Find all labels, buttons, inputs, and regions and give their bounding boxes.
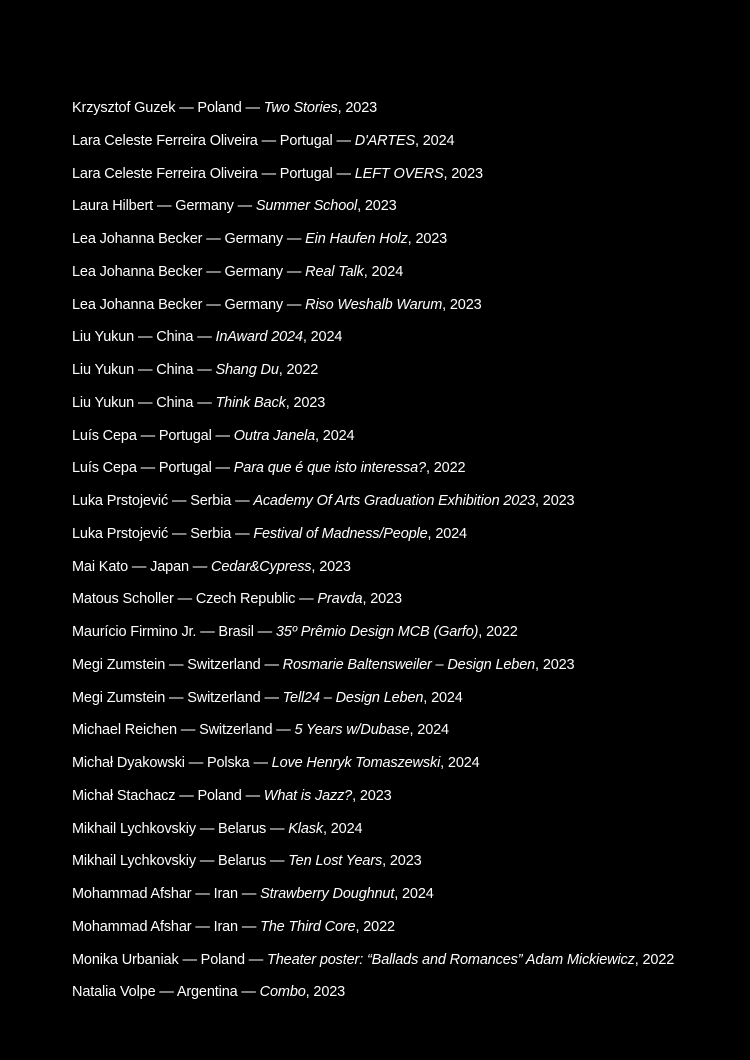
- entry-title: Rosmarie Baltensweiler – Design Leben: [282, 656, 536, 673]
- list-item: [72, 980, 732, 1013]
- list-item: [72, 948, 732, 981]
- entry-name: Mikhail Lychkovskiy: [72, 820, 196, 837]
- entry-title: Klask: [288, 820, 323, 837]
- separator: —: [128, 558, 151, 575]
- list-item: [72, 293, 732, 326]
- year-separator: ,: [440, 755, 448, 771]
- entry-country: China: [156, 329, 194, 346]
- entry-name: Michael Reichen: [72, 722, 177, 739]
- list-item: [72, 718, 732, 751]
- separator: —: [195, 820, 219, 837]
- separator: —: [193, 394, 216, 411]
- entry-title: Strawberry Doughnut: [260, 886, 395, 902]
- year-separator: ,: [535, 493, 543, 509]
- list-item: [72, 882, 732, 915]
- separator: —: [193, 329, 216, 346]
- separator: —: [211, 427, 234, 444]
- separator: —: [176, 722, 200, 739]
- year-separator: ,: [315, 427, 323, 444]
- entry-year: 2024: [402, 886, 434, 902]
- entry-title: Shang Du: [215, 362, 279, 378]
- year-separator: ,: [409, 722, 418, 739]
- entry-country: Portugal: [279, 165, 333, 182]
- list-item: [72, 96, 732, 129]
- entry-name: Natalia Volpe: [72, 984, 156, 1001]
- entry-list: [72, 96, 732, 1013]
- entry-country: Germany: [175, 198, 234, 215]
- entry-name: Mai Kato: [72, 558, 129, 575]
- separator: —: [195, 853, 219, 870]
- entry-year: 2023: [451, 165, 483, 182]
- year-separator: ,: [362, 591, 371, 608]
- year-separator: ,: [407, 231, 416, 247]
- separator: —: [178, 951, 201, 968]
- entry-year: 2023: [449, 296, 482, 313]
- list-item: [72, 227, 732, 260]
- separator: —: [283, 263, 306, 280]
- separator: —: [283, 231, 306, 247]
- entry-country: Portugal: [158, 427, 212, 444]
- entry-year: 2022: [286, 362, 319, 378]
- entry-name: Luís Cepa: [72, 427, 137, 444]
- entry-title: Think Back: [215, 394, 286, 411]
- separator: —: [134, 394, 157, 411]
- year-separator: ,: [442, 296, 450, 313]
- separator: —: [165, 656, 188, 673]
- entry-year: 2023: [415, 231, 448, 247]
- entry-country: Germany: [224, 263, 284, 280]
- entry-name: Maurício Firmino Jr.: [72, 624, 197, 640]
- separator: —: [202, 296, 225, 313]
- separator: —: [237, 918, 261, 935]
- entry-title: Outra Janela: [233, 427, 316, 444]
- entry-country: Portugal: [279, 132, 333, 149]
- entry-year: 2024: [371, 263, 404, 280]
- entry-title: Festival of Madness/People: [253, 525, 428, 542]
- entry-country: Switzerland: [187, 689, 261, 706]
- entry-name: Mohammad Afshar: [72, 918, 192, 935]
- separator: —: [237, 984, 260, 1001]
- separator: —: [244, 951, 268, 968]
- separator: —: [260, 656, 283, 673]
- separator: —: [196, 624, 219, 640]
- entry-year: 2022: [433, 460, 466, 477]
- entry-country: Belarus: [218, 853, 267, 870]
- separator: —: [266, 853, 289, 870]
- entry-title: D'ARTES: [354, 132, 415, 149]
- list-item: [72, 849, 732, 882]
- entry-year: 2023: [313, 984, 346, 1001]
- entry-year: 2023: [389, 853, 422, 870]
- entry-country: Polska: [206, 755, 250, 771]
- entry-name: Lea Johanna Becker: [72, 231, 203, 247]
- separator: —: [260, 689, 283, 706]
- entry-country: China: [156, 362, 194, 378]
- list-item: [72, 129, 732, 162]
- entry-name: Michał Stachacz: [72, 787, 176, 804]
- list-item: [72, 194, 732, 227]
- entry-title: Ten Lost Years: [288, 853, 383, 870]
- separator: —: [184, 755, 207, 771]
- entry-country: China: [156, 394, 194, 411]
- year-separator: ,: [415, 132, 423, 149]
- entry-year: 2023: [542, 493, 575, 509]
- year-separator: ,: [382, 853, 390, 870]
- entry-title: Two Stories: [263, 100, 338, 116]
- separator: —: [202, 231, 225, 247]
- separator: —: [136, 427, 159, 444]
- entry-country: Poland: [197, 787, 242, 804]
- list-item: [72, 784, 732, 817]
- entry-title: The Third Core: [260, 918, 356, 935]
- separator: —: [241, 787, 264, 804]
- year-separator: ,: [427, 525, 436, 542]
- separator: —: [173, 591, 196, 608]
- year-separator: ,: [425, 460, 434, 477]
- entry-year: 2023: [345, 100, 378, 116]
- entry-name: Krzysztof Guzek: [72, 100, 176, 116]
- entry-title: Love Henryk Tomaszewski: [271, 755, 441, 771]
- entry-country: Japan: [150, 558, 189, 575]
- entry-title: Tell24 – Design Leben: [282, 689, 424, 706]
- entry-name: Megi Zumstein: [72, 689, 166, 706]
- separator: —: [332, 132, 355, 149]
- separator: —: [257, 132, 280, 149]
- entry-name: Luka Prstojević: [72, 525, 169, 542]
- year-separator: ,: [305, 984, 314, 1001]
- list-item: [72, 915, 732, 948]
- entry-title: Ein Haufen Holz: [305, 231, 408, 247]
- entry-title: 35º Prêmio Design MCB (Garfo): [275, 624, 479, 640]
- entry-year: 2024: [435, 525, 467, 542]
- entry-name: Megi Zumstein: [72, 656, 166, 673]
- year-separator: ,: [535, 656, 543, 673]
- year-separator: ,: [302, 329, 311, 346]
- list-item: [72, 686, 732, 719]
- entry-year: 2022: [486, 624, 518, 640]
- entry-title: Combo: [259, 984, 306, 1001]
- year-separator: ,: [363, 263, 372, 280]
- entry-year: 2023: [359, 787, 392, 804]
- entry-year: 2023: [293, 394, 326, 411]
- entry-year: 2023: [319, 558, 351, 575]
- entry-year: 2024: [322, 427, 355, 444]
- separator: —: [211, 460, 234, 477]
- entry-year: 2023: [542, 656, 575, 673]
- entry-name: Lara Celeste Ferreira Oliveira: [72, 165, 258, 182]
- entry-country: Serbia: [190, 493, 232, 509]
- list-item: [72, 325, 732, 358]
- entry-title: Theater poster: “Ballads and Romances” Adam Mickiewicz: [267, 951, 635, 968]
- separator: —: [175, 787, 198, 804]
- separator: —: [233, 198, 256, 215]
- separator: —: [191, 886, 214, 902]
- separator: —: [191, 918, 214, 935]
- entry-country: Iran: [213, 918, 238, 935]
- entry-title: Cedar&Cypress: [211, 558, 312, 575]
- list-item: [72, 555, 732, 588]
- entry-title: Academy Of Arts Graduation Exhibition 2023: [253, 493, 536, 509]
- separator: —: [134, 329, 157, 346]
- entry-name: Monika Urbaniak: [72, 951, 179, 968]
- entry-country: Germany: [224, 296, 284, 313]
- entry-title: Real Talk: [305, 263, 364, 280]
- entry-name: Lea Johanna Becker: [72, 296, 203, 313]
- entry-name: Liu Yukun: [72, 394, 135, 411]
- entry-title: Para que é que isto interessa?: [233, 460, 426, 477]
- entry-name: Matous Scholler: [72, 591, 174, 608]
- year-separator: ,: [423, 689, 432, 706]
- entry-name: Laura Hilbert: [72, 198, 154, 215]
- year-separator: ,: [443, 165, 452, 182]
- separator: —: [272, 722, 295, 739]
- entry-year: 2023: [364, 198, 397, 215]
- list-item: [72, 456, 732, 489]
- separator: —: [153, 198, 176, 215]
- separator: —: [231, 493, 254, 509]
- entry-name: Lea Johanna Becker: [72, 263, 203, 280]
- entry-country: Poland: [197, 100, 242, 116]
- entry-name: Mohammad Afshar: [72, 886, 192, 902]
- entry-title: Pravda: [317, 591, 363, 608]
- entry-year: 2022: [642, 951, 675, 968]
- entry-year: 2024: [417, 722, 449, 739]
- list-item: [72, 162, 732, 195]
- entry-year: 2023: [370, 591, 402, 608]
- entry-name: Luís Cepa: [72, 460, 137, 477]
- separator: —: [155, 984, 177, 1001]
- entry-title: Summer School: [255, 198, 358, 215]
- year-separator: ,: [478, 624, 487, 640]
- entry-year: 2024: [431, 689, 463, 706]
- separator: —: [283, 296, 306, 313]
- separator: —: [266, 820, 289, 837]
- year-separator: ,: [311, 558, 320, 575]
- entry-title: 5 Years w/Dubase: [294, 722, 410, 739]
- separator: —: [231, 525, 254, 542]
- entry-country: Argentina: [176, 984, 238, 1001]
- entry-name: Lara Celeste Ferreira Oliveira: [72, 132, 258, 149]
- entry-country: Portugal: [158, 460, 212, 477]
- list-item: [72, 260, 732, 293]
- separator: —: [175, 100, 198, 116]
- entry-title: LEFT OVERS: [354, 165, 444, 182]
- entry-title: Riso Weshalb Warum: [305, 296, 443, 313]
- year-separator: ,: [285, 394, 294, 411]
- separator: —: [332, 165, 355, 182]
- entry-country: Czech Republic: [195, 591, 296, 608]
- entry-country: Brasil: [218, 624, 254, 640]
- list-item: [72, 751, 732, 784]
- entry-year: 2022: [363, 918, 395, 935]
- entry-year: 2024: [330, 820, 363, 837]
- entry-country: Switzerland: [187, 656, 261, 673]
- list-item: [72, 424, 732, 457]
- entry-name: Liu Yukun: [72, 362, 135, 378]
- separator: —: [134, 362, 157, 378]
- separator: —: [188, 558, 212, 575]
- separator: —: [165, 689, 188, 706]
- list-item: [72, 587, 732, 620]
- year-separator: ,: [337, 100, 346, 116]
- year-separator: ,: [278, 362, 287, 378]
- separator: —: [249, 755, 272, 771]
- entry-title: What is Jazz?: [263, 787, 353, 804]
- separator: —: [136, 460, 159, 477]
- year-separator: ,: [352, 787, 360, 804]
- entry-name: Mikhail Lychkovskiy: [72, 853, 196, 870]
- separator: —: [193, 362, 216, 378]
- separator: —: [253, 624, 276, 640]
- list-item: [72, 653, 732, 686]
- list-item: [72, 358, 732, 391]
- separator: —: [202, 263, 225, 280]
- list-item: [72, 489, 732, 522]
- list-item: [72, 817, 732, 850]
- separator: —: [168, 493, 191, 509]
- entry-year: 2024: [447, 755, 480, 771]
- entry-title: InAward 2024: [215, 329, 303, 346]
- separator: —: [237, 886, 261, 902]
- separator: —: [241, 100, 264, 116]
- entry-year: 2024: [422, 132, 455, 149]
- entry-country: Serbia: [190, 525, 232, 542]
- year-separator: ,: [357, 198, 365, 215]
- year-separator: ,: [323, 820, 331, 837]
- year-separator: ,: [634, 951, 643, 968]
- list-item: [72, 620, 732, 653]
- year-separator: ,: [355, 918, 364, 935]
- separator: —: [168, 525, 191, 542]
- entry-country: Poland: [200, 951, 245, 968]
- entry-country: Belarus: [218, 820, 267, 837]
- entry-name: Michał Dyakowski: [72, 755, 185, 771]
- entry-country: Germany: [224, 231, 284, 247]
- entry-country: Switzerland: [199, 722, 273, 739]
- list-item: [72, 391, 732, 424]
- entry-year: 2024: [310, 329, 343, 346]
- entry-name: Luka Prstojević: [72, 493, 169, 509]
- entry-name: Liu Yukun: [72, 329, 135, 346]
- list-item: [72, 522, 732, 555]
- separator: —: [257, 165, 280, 182]
- entry-country: Iran: [213, 886, 238, 902]
- year-separator: ,: [394, 886, 402, 902]
- separator: —: [295, 591, 318, 608]
